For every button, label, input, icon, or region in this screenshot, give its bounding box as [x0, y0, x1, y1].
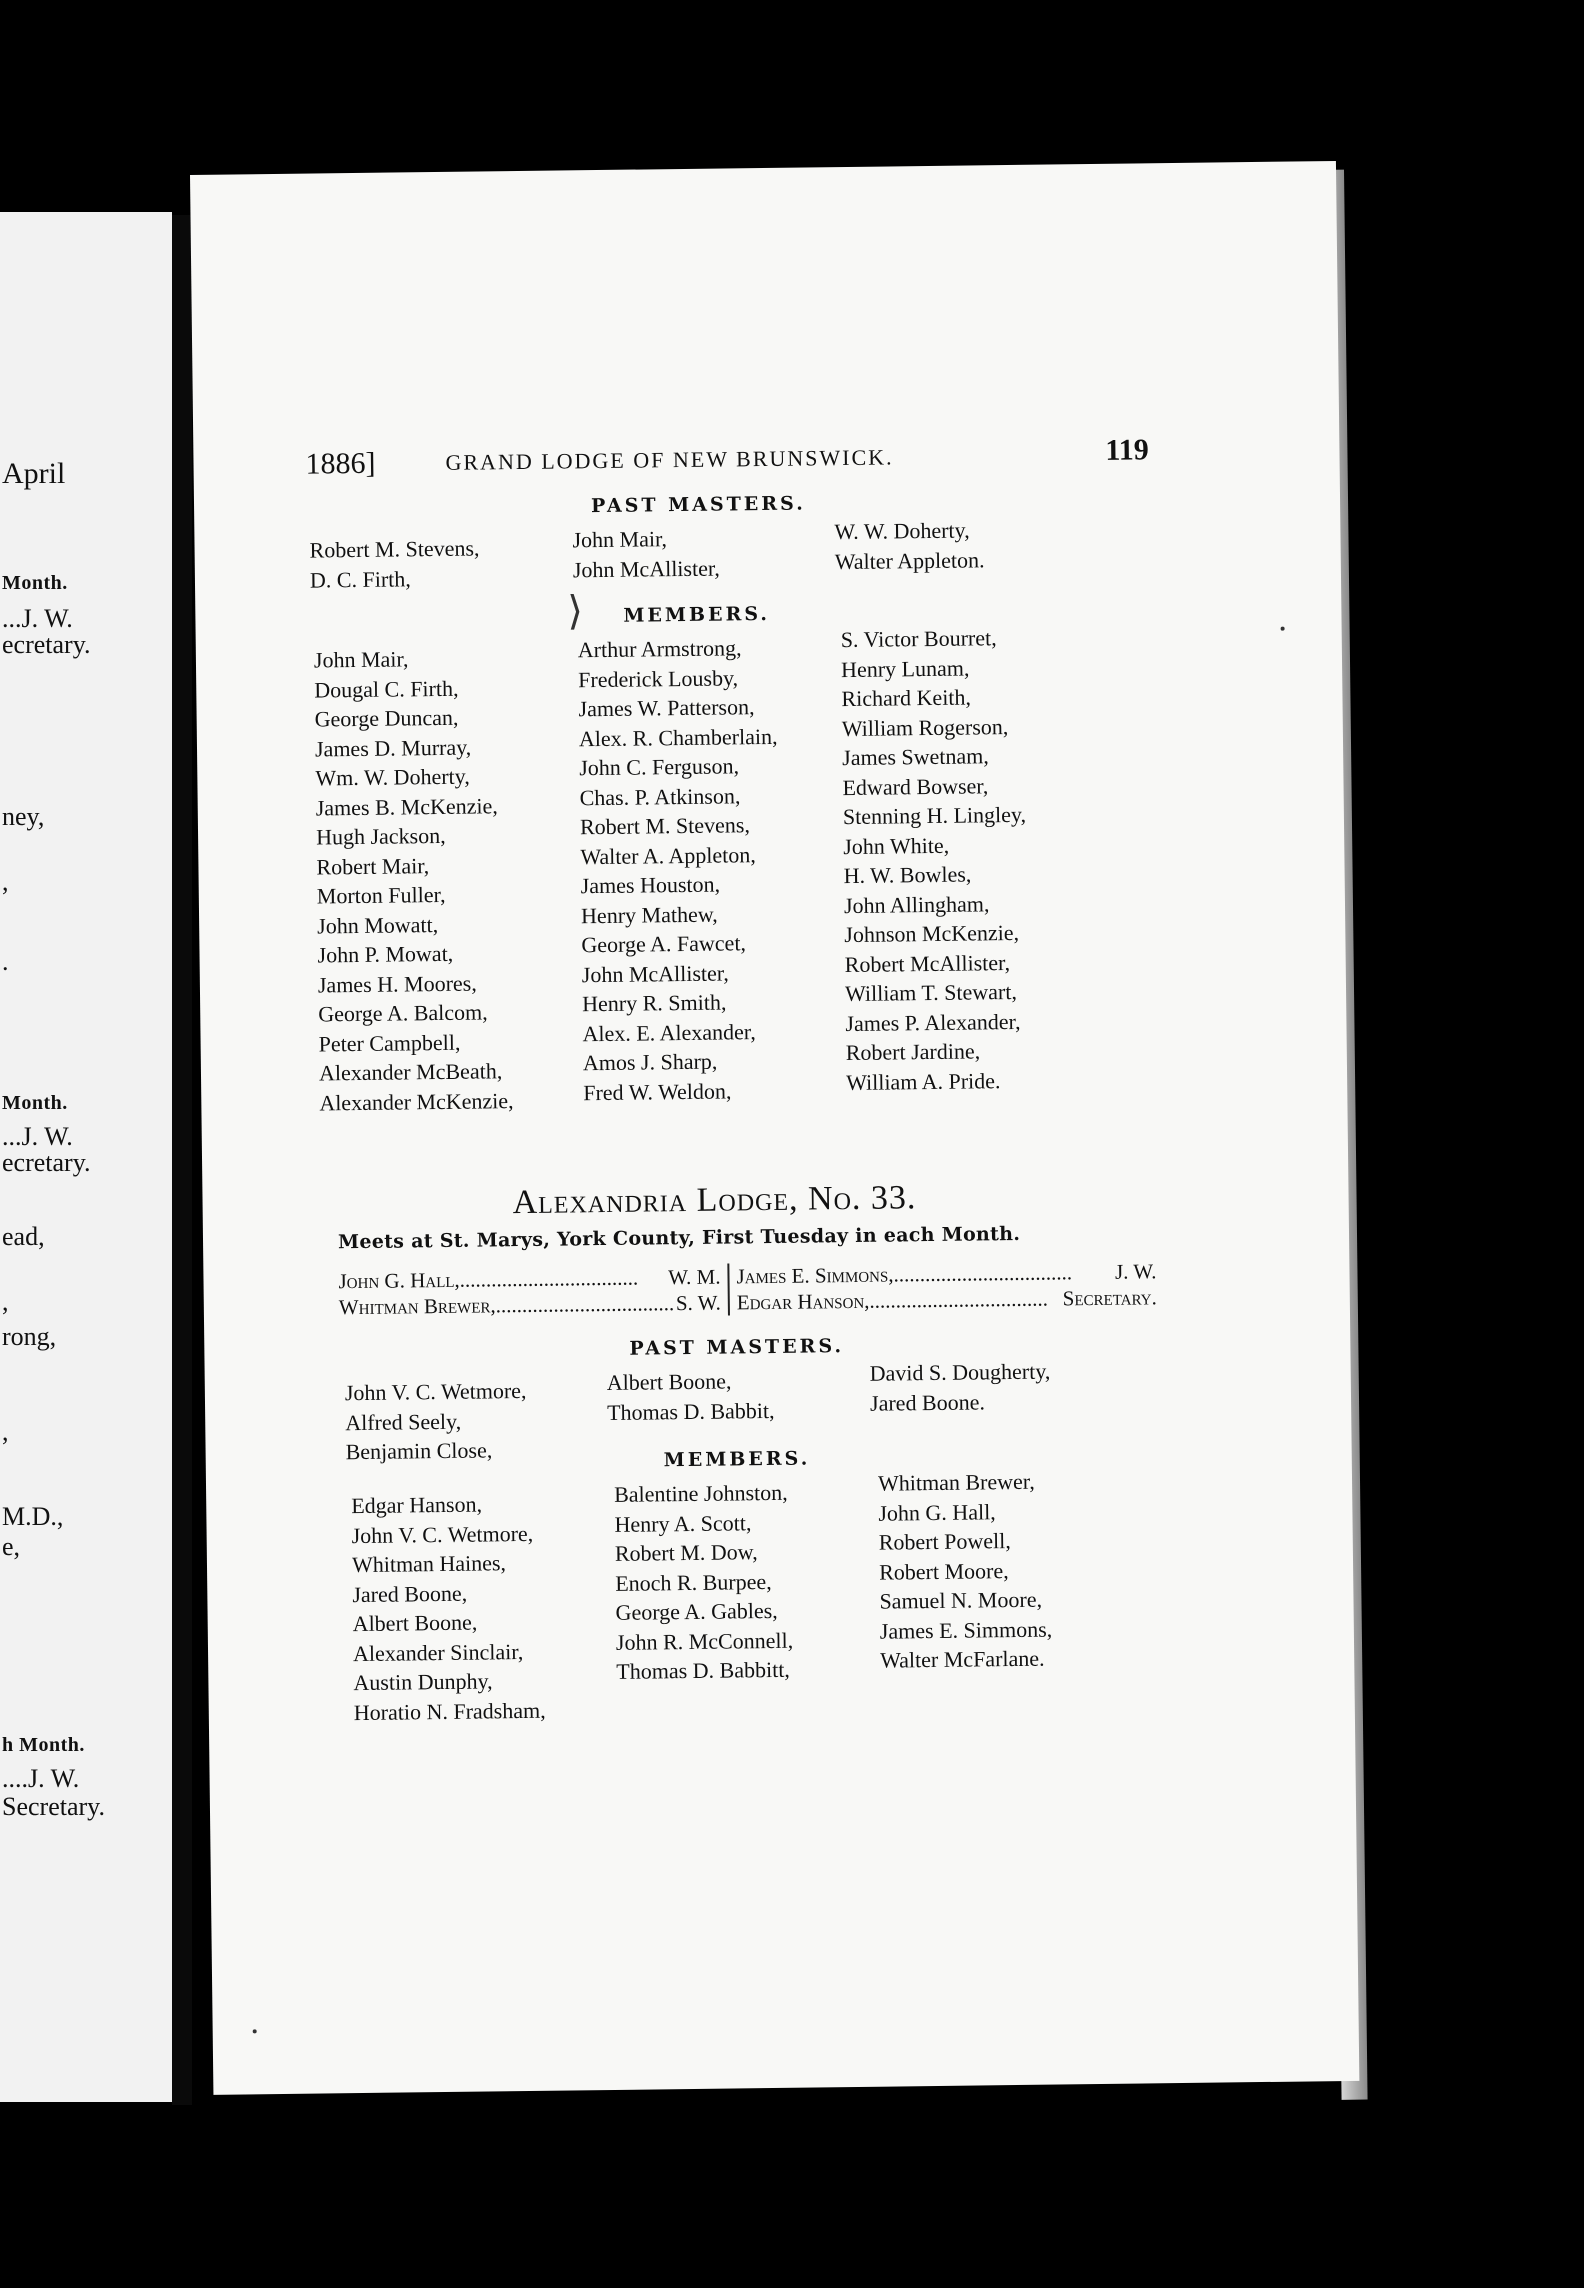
lodge-meeting-info: Meets at St. Marys, York County, First Tuesday in each Month.: [337, 1222, 1021, 1254]
past-master-name: Robert M. Stevens,: [309, 535, 480, 563]
past-master-name: Thomas D. Babbit,: [606, 1397, 775, 1425]
member-name: James B. McKenzie,: [315, 792, 498, 821]
running-head: [305, 432, 1265, 484]
bracket-mark: ⟩: [567, 588, 584, 634]
past-master-name: Albert Boone,: [606, 1368, 732, 1395]
member-name: Alexander McBeath,: [318, 1058, 503, 1086]
past-masters-heading: PAST MASTERS.: [590, 492, 806, 518]
member-name: Johnson McKenzie,: [844, 919, 1020, 948]
member-name: Robert Jardine,: [845, 1038, 981, 1066]
past-master-name: Walter Appleton.: [834, 546, 985, 574]
members-column-2: [578, 633, 782, 1107]
member-name: Peter Campbell,: [318, 1029, 461, 1056]
officer-name: James E. Simmons,: [736, 1262, 894, 1289]
member-name: Horatio N. Fradsham,: [353, 1697, 546, 1725]
member-name: Alex. R. Chamberlain,: [578, 723, 778, 751]
left-fragment: Month.: [2, 572, 68, 594]
officers-table: [338, 1258, 1159, 1320]
member-name: William A. Pride.: [845, 1067, 1001, 1095]
past-master-name: W. W. Doherty,: [834, 517, 970, 545]
member-name: Fred W. Weldon,: [583, 1077, 732, 1105]
member-name: John Mowatt,: [317, 911, 439, 939]
past-master-name: Jared Boone.: [869, 1388, 986, 1416]
member-name: John R. McConnell,: [615, 1627, 794, 1655]
member-name: John C. Ferguson,: [579, 753, 740, 781]
member-name: Robert M. Dow,: [614, 1539, 758, 1566]
book-page: [190, 161, 1359, 2095]
member-name: George A. Fawcet,: [581, 930, 747, 958]
member-name: H. W. Bowles,: [843, 861, 972, 889]
member-name: Amos J. Sharp,: [582, 1048, 718, 1076]
member-name: Wm. W. Doherty,: [315, 763, 470, 791]
member-name: George A. Balcom,: [318, 999, 488, 1027]
lodge-title: Alexandria Lodge, No. 33.: [512, 1179, 917, 1222]
member-name: Albert Boone,: [352, 1609, 478, 1637]
member-name: Alexander McKenzie,: [319, 1087, 514, 1115]
left-fragment: ,: [2, 867, 9, 896]
left-fragment: h Month.: [2, 1734, 85, 1756]
officer-title: W. M.: [668, 1264, 721, 1290]
left-fragment: ...J. W.: [2, 604, 73, 633]
member-name: Thomas D. Babbitt,: [616, 1656, 790, 1684]
member-name: James Swetnam,: [842, 743, 989, 771]
past-masters-heading: PAST MASTERS.: [629, 1335, 845, 1360]
member-name: S. Victor Bourret,: [840, 625, 997, 653]
member-name: William T. Stewart,: [844, 978, 1018, 1007]
member-name: Henry Mathew,: [580, 901, 718, 928]
left-fragment: Secretary.: [2, 1792, 105, 1821]
left-fragment: rong,: [2, 1322, 57, 1351]
left-fragment: ....J. W.: [2, 1764, 80, 1793]
left-fragment: ...J. W.: [2, 1122, 73, 1151]
past-master-name: Alfred Seely,: [345, 1408, 462, 1435]
member-name: Robert M. Stevens,: [579, 812, 751, 840]
member-name: Henry A. Scott,: [614, 1509, 752, 1537]
member-name: James Houston,: [580, 871, 721, 899]
member-name: James E. Simmons,: [879, 1616, 1053, 1644]
member-name: William Rogerson,: [841, 713, 1009, 741]
left-fragment: ecretary.: [2, 1148, 91, 1177]
left-fragment: ney,: [2, 802, 45, 831]
members-column-3: [841, 623, 1030, 1097]
officer-name: Edgar Hanson,: [736, 1288, 870, 1315]
member-name: John White,: [843, 832, 950, 859]
officer-name: John G. Hall,: [338, 1267, 460, 1294]
left-fragment: ,: [2, 1417, 9, 1446]
member-name: Robert Mair,: [316, 852, 430, 880]
members-column-3: [878, 1467, 1053, 1676]
previous-page-fragment: [0, 212, 172, 2102]
past-masters-column-3: [870, 1357, 1051, 1418]
member-name: Stenning H. Lingley,: [842, 801, 1027, 830]
member-name: Austin Dunphy,: [353, 1668, 493, 1696]
past-master-name: John Mair,: [572, 526, 668, 553]
past-master-name: John McAllister,: [572, 555, 720, 582]
left-fragment: Month.: [2, 1092, 68, 1114]
officer-title: Secretary.: [1062, 1285, 1157, 1311]
past-master-name: Benjamin Close,: [345, 1437, 493, 1465]
member-name: John P. Mowat,: [317, 940, 454, 968]
members-column-1: [314, 643, 514, 1117]
left-fragment: .: [2, 947, 9, 976]
members-column-2: [614, 1478, 794, 1687]
header-title: GRAND LODGE OF NEW BRUNSWICK.: [445, 444, 894, 475]
member-name: Alex. E. Alexander,: [582, 1018, 756, 1046]
left-fragment: ,: [2, 1287, 9, 1316]
member-name: John Mair,: [313, 646, 409, 673]
member-name: Jared Boone,: [352, 1580, 468, 1607]
member-name: Alexander Sinclair,: [352, 1638, 524, 1666]
member-name: Henry Lunam,: [840, 655, 970, 682]
past-masters-column-2: [572, 524, 720, 585]
officer-name: Whitman Brewer,: [338, 1293, 496, 1320]
officer-title: J. W.: [1114, 1259, 1157, 1284]
member-name: Walter A. Appleton,: [580, 841, 756, 869]
member-name: George Duncan,: [314, 704, 459, 732]
members-column-1: [351, 1489, 546, 1727]
member-name: John McAllister,: [581, 959, 729, 987]
past-masters-column-1: [345, 1376, 528, 1467]
past-master-name: David S. Dougherty,: [869, 1358, 1051, 1386]
member-name: Hugh Jackson,: [315, 822, 446, 850]
past-masters-column-1: [309, 533, 480, 594]
past-master-name: John V. C. Wetmore,: [344, 1377, 527, 1406]
member-name: Whitman Haines,: [351, 1550, 507, 1578]
officer-entry: Edgar Hanson, Secretary. ..................................: [736, 1285, 1157, 1315]
left-fragment: e,: [2, 1532, 21, 1561]
member-name: Richard Keith,: [841, 684, 972, 712]
member-name: Robert Powell,: [878, 1528, 1011, 1555]
officer-title: S. W.: [675, 1290, 721, 1316]
member-name: George A. Gables,: [615, 1597, 778, 1625]
member-name: John G. Hall,: [878, 1498, 996, 1526]
member-name: Walter McFarlane.: [880, 1645, 1045, 1673]
member-name: Henry R. Smith,: [582, 989, 727, 1017]
officer-entry: James E. Simmons, J. W. ..................................: [736, 1259, 1157, 1289]
officer-entry: John G. Hall, W. M. ..................................: [338, 1264, 721, 1294]
past-master-name: D. C. Firth,: [309, 565, 411, 593]
print-speck: [1281, 627, 1285, 631]
officer-entry: Whitman Brewer, S. W. ..................................: [338, 1290, 721, 1320]
member-name: James W. Patterson,: [578, 694, 755, 722]
member-name: John Allingham,: [843, 890, 990, 918]
member-name: Whitman Brewer,: [877, 1468, 1035, 1496]
members-heading: MEMBERS.: [623, 602, 771, 627]
member-name: Frederick Lousby,: [578, 664, 739, 692]
member-name: Balentine Johnston,: [613, 1479, 788, 1507]
left-fragment: ead,: [2, 1222, 45, 1251]
member-name: James P. Alexander,: [845, 1008, 1021, 1036]
print-speck: [253, 2029, 257, 2033]
page-number: 119: [1105, 433, 1149, 467]
member-name: Edgar Hanson,: [351, 1491, 483, 1519]
member-name: John V. C. Wetmore,: [351, 1520, 534, 1548]
past-masters-column-3: [834, 515, 984, 576]
member-name: Samuel N. Moore,: [879, 1586, 1043, 1614]
member-name: Enoch R. Burpee,: [615, 1568, 772, 1596]
left-fragment: ecretary.: [2, 630, 91, 659]
member-name: Morton Fuller,: [316, 881, 446, 909]
member-name: James H. Moores,: [317, 970, 477, 997]
member-name: James D. Murray,: [314, 734, 472, 762]
past-masters-column-2: [607, 1366, 775, 1427]
left-fragment: M.D.,: [2, 1502, 64, 1531]
member-name: Chas. P. Atkinson,: [579, 782, 741, 810]
members-heading: MEMBERS.: [663, 1447, 811, 1472]
member-name: Robert Moore,: [878, 1557, 1009, 1585]
header-year: 1886]: [305, 446, 376, 481]
book-gutter: [172, 215, 192, 2105]
member-name: Robert McAllister,: [844, 949, 1011, 977]
member-name: Arthur Armstrong,: [577, 635, 742, 663]
member-name: Dougal C. Firth,: [314, 675, 459, 703]
left-fragment: April: [2, 457, 66, 490]
member-name: Edward Bowser,: [842, 772, 989, 800]
